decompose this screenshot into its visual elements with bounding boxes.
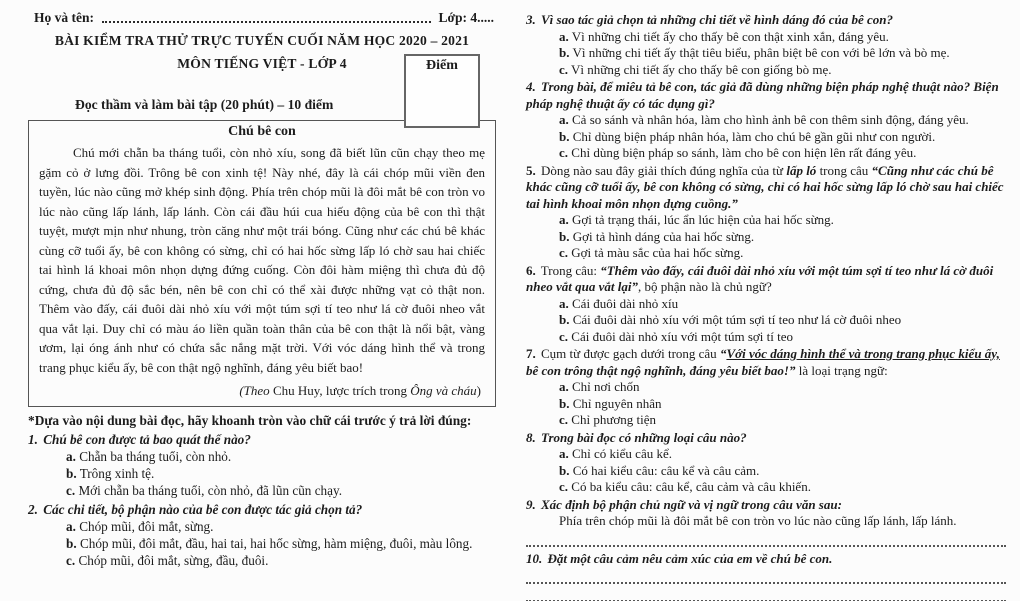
option-row [28,535,496,552]
question-title: 6. Trong câu: “Thêm vào đấy, cái đuôi dài nhỏ xíu với một túm sợi tí teo như lá cờ đuôi nheo vắt qua vắt lại”, bộ phận nào là chủ ngữ? [526,262,994,294]
option-text: Chỉ dùng biện pháp nhân hóa, làm cho chú bê gần gũi như con người. [572,128,936,144]
option-row [526,129,1008,146]
option-letter: b. [559,395,570,411]
name-dotted-line [102,20,431,23]
option-letter: b. [559,128,570,144]
option-letter: c. [559,145,569,160]
option-text: Mới chẵn ba tháng tuổi, còn nhỏ, đã lũn cũn chạy. [78,483,343,498]
score-box [404,54,480,128]
option-letter: c. [559,61,569,77]
option-row [28,552,496,569]
option-letter: b. [559,462,570,478]
option-text: Vì những chi tiết ấy cho thấy bê con thật xinh xắn, đáng yêu. [571,28,889,44]
option-text: Gợi tả hình dáng của hai hốc sừng. [572,228,755,244]
name-row [34,10,494,26]
name-label: Họ và tên: [34,10,94,25]
passage-box [28,120,496,407]
answer-line [526,533,1006,547]
option-row [526,446,1008,463]
option-row [526,396,1008,413]
option-text: Chỉ có kiểu câu kể. [572,446,672,461]
option-letter: c. [66,553,76,568]
option-row [526,329,1008,346]
option-letter: b. [66,466,77,481]
question-1 [28,431,496,499]
question-title: 1. Chú bê con được tả bao quát thế nào? [28,432,251,447]
answer-line [526,588,1006,601]
option-row [526,296,1008,313]
option-text: Gợi tả trạng thái, lúc ẩn lúc hiện của hai hốc sừng. [572,212,834,227]
option-text: Chẵn ba tháng tuổi, còn nhỏ. [79,449,232,464]
option-letter: c. [559,479,569,494]
option-text: Vì những chi tiết ấy thật tiêu biểu, phân biệt bê con với bê lớn và bò mẹ. [572,45,950,60]
option-letter: c. [66,483,76,498]
option-text: Chỉ nguyên nhân [572,395,662,411]
passage-body: Chú mới chẵn ba tháng tuổi, còn nhỏ xíu, song đã biết lũn cũn chạy theo mẹ gặm cỏ ở lưng đồi. Trông bê con xinh tệ! Này nhé, đây là cái chóp mũi viền đen tuyền, lúc nào cũng mở khép sinh động. Phía trên chóp mũi là đôi mắt bê con tròn vo lúc nào cũng lấp lánh, lấp lánh. Còn cái đầu húi cua hiếu động của bê con thì thật tuyệt, mượt mịn như nhung, tròn căng như một trái bóng. Cũng như các chú bê khác cùng cỡ tuổi ấy, bê con không có sừng, chỉ có hai hốc sừng lấp ló chờ sau hai chiếc tai hình lá khoai môn nhọn dựng đứng cuống. Còn đôi hàm miệng thì chưa đủ độ cứng, chưa đủ độ sắc bén, nên bê con chỉ có thể xài được những vạt cỏ thật non. Thêm vào đấy, cái đuôi dài nhỏ xíu với một túm sợi tí teo như lá cờ đuôi nheo vắt qua vắt lại. Duy chỉ có màu áo liền quần toàn thân của bê con thật là nổi bật, vàng ươm, lại óng ánh như có chứa sắc nắng mặt trời. Với vóc dáng hình thể và trong trang phục kiểu ấy, bê con thật ngộ nghĩnh, đáng yêu biết bao! [39,145,485,375]
option-row [526,29,1008,46]
option-row [526,479,1008,496]
option-letter: a. [66,519,76,534]
option-row [28,518,496,535]
option-row [526,212,1008,229]
question-title: 3. Vì sao tác giả chọn tả những chi tiết về hình dáng đó của bê con? [526,12,893,27]
option-text: Gợi tả màu sắc của hai hốc sừng. [571,245,744,260]
option-text: Chóp mũi, đôi mắt, sừng, đầu, đuôi. [78,553,269,568]
option-letter: b. [559,312,570,327]
option-row [526,145,1008,162]
option-text: Có hai kiểu câu: câu kể và câu cảm. [572,462,760,478]
option-letter: a. [559,379,569,394]
option-letter: c. [559,412,569,427]
right-column [506,0,1020,601]
option-row [28,448,496,465]
question-title: 9. Xác định bộ phận chủ ngữ và vị ngữ trong câu văn sau: [526,496,842,512]
option-text: Chỉ nơi chốn [572,379,640,394]
question-title: 2. Các chi tiết, bộ phận nào của bê con được tác giả chọn tả? [28,502,363,517]
option-row [28,465,496,482]
passage-attribution: (Theo Chu Huy, lược trích trong Ông và cháu) [239,383,481,398]
option-letter: c. [559,245,569,260]
option-row [28,482,496,499]
quiz-intro: *Dựa vào nội dung bài đọc, hãy khoanh tròn vào chữ cái trước ý trả lời đúng: [28,413,472,428]
option-letter: c. [559,328,569,344]
option-text: Chóp mũi, đôi mắt, sừng. [79,519,214,534]
question-3 [526,12,1008,78]
option-letter: a. [559,212,569,227]
reading-instruction: Đọc thầm và làm bài tập (20 phút) – 10 điểm [75,97,334,112]
question-5 [526,163,1008,262]
option-row [526,412,1008,429]
exam-title: BÀI KIỂM TRA THỬ TRỰC TUYẾN CUỐI NĂM HỌC 2020 – 2021 [54,33,470,48]
option-letter: b. [66,536,77,551]
question-title: 10. Đặt một câu cảm nêu cảm xúc của em về chú bê con. [526,550,833,566]
option-text: Cái đuôi dài nhỏ xíu với một túm sợi tí teo [571,328,794,344]
option-row [526,62,1008,79]
option-text: Vì những chi tiết ấy cho thấy bê con giống bò mẹ. [571,61,832,77]
option-row [526,245,1008,262]
question-6 [526,263,1008,346]
subject-title: MÔN TIẾNG VIỆT - LỚP 4 [177,56,347,71]
option-row [526,112,1008,129]
option-text: Trông xinh tệ. [79,466,155,481]
option-letter: a. [559,112,569,127]
option-row [526,229,1008,246]
option-letter: b. [559,228,570,244]
option-text: Cả so sánh và nhân hóa, làm cho hình ảnh bê con thêm sinh động, đáng yêu. [572,112,969,127]
option-text: Có ba kiểu câu: câu kể, câu cảm và câu khiến. [571,479,811,494]
option-row [526,379,1008,396]
question-title: 4. Trong bài, để miêu tả bê con, tác giả đã dùng những biện pháp nghệ thuật nào? Biện pháp nghệ thuật ấy có tác dụng gì? [526,79,999,111]
option-letter: a. [559,295,569,311]
question-2 [28,501,496,569]
option-text: Chóp mũi, đôi mắt, đầu, hai tai, hai hốc sừng, hàm miệng, đuôi, màu lông. [79,536,473,551]
question-title: 7. Cụm từ được gạch dưới trong câu “Với vóc dáng hình thể và trong trang phục kiểu ấy, bê con trông thật ngộ nghĩnh, đáng yêu biết bao!” là loại trạng ngữ: [526,346,1000,378]
class-label: Lớp: 4..... [438,10,494,25]
answer-line [526,570,1006,584]
question-10 [526,551,1008,601]
option-letter: a. [559,446,569,461]
q9-sentence: Phía trên chóp mũi là đôi mắt bê con tròn vo lúc nào cũng lấp lánh, lấp lánh. [559,513,957,528]
score-box-label: Điểm [426,58,458,73]
option-letter: a. [559,28,569,44]
option-text: Cái đuôi dài nhỏ xíu [572,295,679,311]
underlined-phrase: Với vóc dáng hình thể và trong trang phục kiểu ấy, [726,346,1000,361]
option-letter: a. [66,449,76,464]
option-text: Cái đuôi dài nhỏ xíu với một túm sợi tí teo như lá cờ đuôi nheo [572,312,902,327]
option-text: Chỉ dùng biện pháp so sánh, làm cho bê con hiện lên rất đáng yêu. [571,145,917,160]
question-7 [526,346,1008,429]
option-row [526,45,1008,62]
option-letter: b. [559,45,570,60]
question-9 [526,497,1008,547]
option-text: Chỉ phương tiện [571,412,656,427]
question-title: 5. Dòng nào sau đây giải thích đúng nghĩa của từ lấp ló trong câu “Cũng như các chú bê khác cũng cỡ tuổi ấy, bê con không có sừng, chỉ có hai hốc sừng lấp ló chờ sau hai chiếc tai hình khoai môn nhọn dựng cuồng.” [526,162,1004,211]
option-row [526,312,1008,329]
passage-title: Chú bê con [228,124,296,139]
question-title: 8. Trong bài đọc có những loại câu nào? [526,429,747,445]
option-row [526,463,1008,480]
question-8 [526,430,1008,496]
question-4 [526,79,1008,162]
